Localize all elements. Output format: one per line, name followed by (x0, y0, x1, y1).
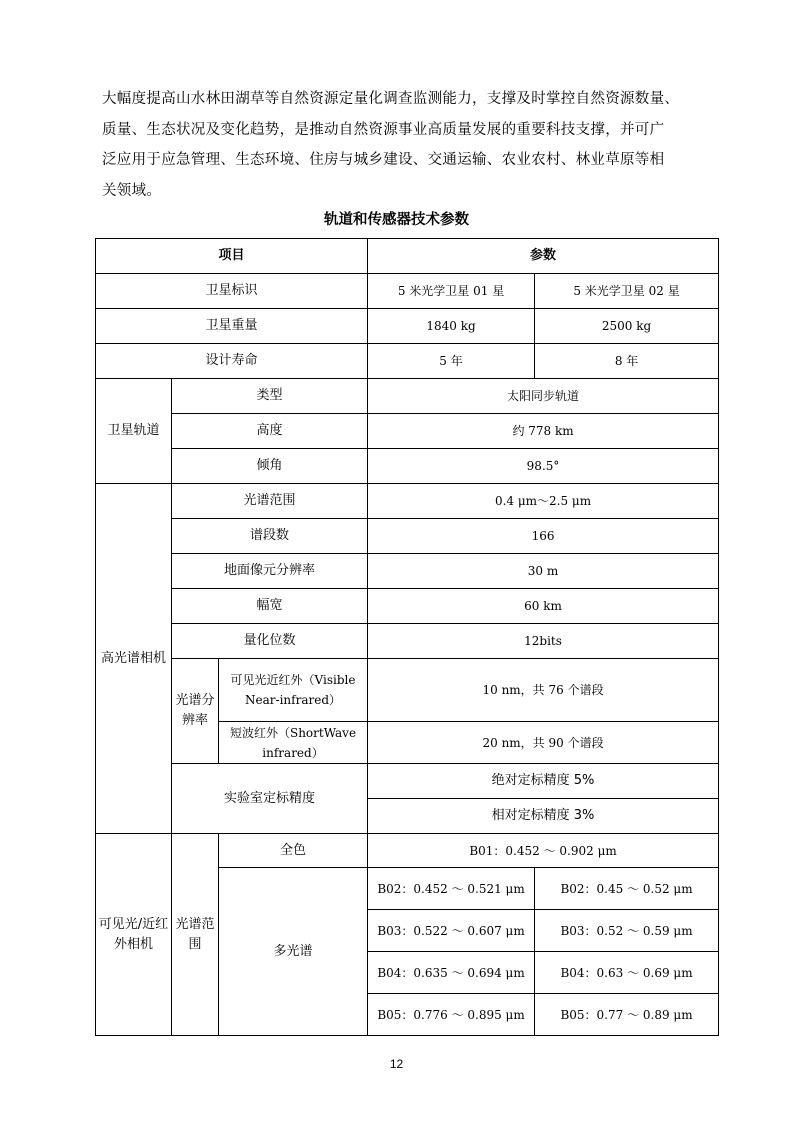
cell-value: B03：0.522 ～ 0.607 μm (368, 910, 535, 952)
cell-label: 地面像元分辨率 (172, 554, 368, 589)
cell-value: B02：0.452 ～ 0.521 μm (368, 868, 535, 910)
cell-label: 高度 (172, 414, 368, 449)
cell-value: B04：0.63 ～ 0.69 μm (535, 952, 719, 994)
page-number: 12 (389, 1057, 404, 1071)
cell-label: 全色 (219, 834, 368, 868)
cell-value: 2500 kg (535, 309, 719, 344)
intro-line: 质量、生态状况及变化趋势，是推动自然资源事业高质量发展的重要科技支撑，并可广 (102, 121, 665, 138)
cell-label: 设计寿命 (96, 344, 368, 379)
intro-paragraph (102, 84, 712, 206)
spectral-resolution-label: 光谱分辨率 (172, 659, 219, 764)
cell-label: 实验室定标精度 (172, 764, 368, 834)
table-row (96, 484, 719, 519)
table-row (96, 414, 719, 449)
cell-label: 谱段数 (172, 519, 368, 554)
cell-label: 卫星标识 (96, 274, 368, 309)
table-row (96, 519, 719, 554)
cell-value: 5 米光学卫星 01 星 (368, 274, 535, 309)
cell-label: 多光谱 (219, 868, 368, 1036)
cell-label: 可见光近红外（Visible Near-infrared） (219, 659, 368, 722)
cell-label: 短波红外（ShortWave infrared） (219, 722, 368, 764)
table-row (96, 274, 719, 309)
group-hyperspectral: 高光谱相机 (96, 484, 172, 834)
table-row (96, 344, 719, 379)
cell-value: 约 778 km (368, 414, 719, 449)
table-title: 轨道和传感器技术参数 (324, 212, 469, 228)
group-vnir-camera: 可见光/近红外相机 (96, 834, 172, 1036)
cell-value: B05：0.776 ～ 0.895 μm (368, 994, 535, 1036)
cell-label: 卫星重量 (96, 309, 368, 344)
cell-label: 倾角 (172, 449, 368, 484)
cell-value: 5 年 (368, 344, 535, 379)
spec-table (95, 238, 719, 1036)
cell-value: 10 nm，共 76 个谱段 (368, 659, 719, 722)
cell-value: 8 年 (535, 344, 719, 379)
group-orbit: 卫星轨道 (96, 379, 172, 484)
cell-value: 30 m (368, 554, 719, 589)
cell-value: 98.5° (368, 449, 719, 484)
intro-line: 大幅度提高山水林田湖草等自然资源定量化调查监测能力，支撑及时掌控自然资源数量、 (102, 91, 680, 107)
cell-value: 绝对定标精度 5% (368, 764, 719, 799)
header-param: 参数 (368, 239, 719, 274)
spectral-range-label: 光谱范围 (172, 834, 219, 1036)
table-row (96, 554, 719, 589)
cell-value: 5 米光学卫星 02 星 (535, 274, 719, 309)
cell-value: B01：0.452 ～ 0.902 μm (368, 834, 719, 868)
table-row (96, 379, 719, 414)
table-row (96, 309, 719, 344)
cell-value: 166 (368, 519, 719, 554)
table-row (96, 834, 719, 868)
cell-value: 1840 kg (368, 309, 535, 344)
cell-value: 太阳同步轨道 (368, 379, 719, 414)
cell-label: 量化位数 (172, 624, 368, 659)
cell-value: B02：0.45 ～ 0.52 μm (535, 868, 719, 910)
table-row (96, 659, 719, 722)
table-row (96, 624, 719, 659)
table-row (96, 449, 719, 484)
cell-value: 20 nm，共 90 个谱段 (368, 722, 719, 764)
cell-value: B05：0.77 ～ 0.89 μm (535, 994, 719, 1036)
cell-label: 幅宽 (172, 589, 368, 624)
intro-line: 关领域。 (102, 182, 162, 199)
table-row (96, 764, 719, 799)
cell-value: B03：0.52 ～ 0.59 μm (535, 910, 719, 952)
cell-value: 12bits (368, 624, 719, 659)
intro-line: 泛应用于应急管理、生态环境、住房与城乡建设、交通运输、农业农村、林业草原等相 (102, 152, 665, 168)
header-item: 项目 (96, 239, 368, 274)
table-header-row (96, 239, 719, 274)
cell-label: 光谱范围 (172, 484, 368, 519)
cell-value: B04：0.635 ～ 0.694 μm (368, 952, 535, 994)
cell-label: 类型 (172, 379, 368, 414)
cell-value: 相对定标精度 3% (368, 799, 719, 834)
table-row (96, 589, 719, 624)
cell-value: 0.4 μm～2.5 μm (368, 484, 719, 519)
cell-value: 60 km (368, 589, 719, 624)
